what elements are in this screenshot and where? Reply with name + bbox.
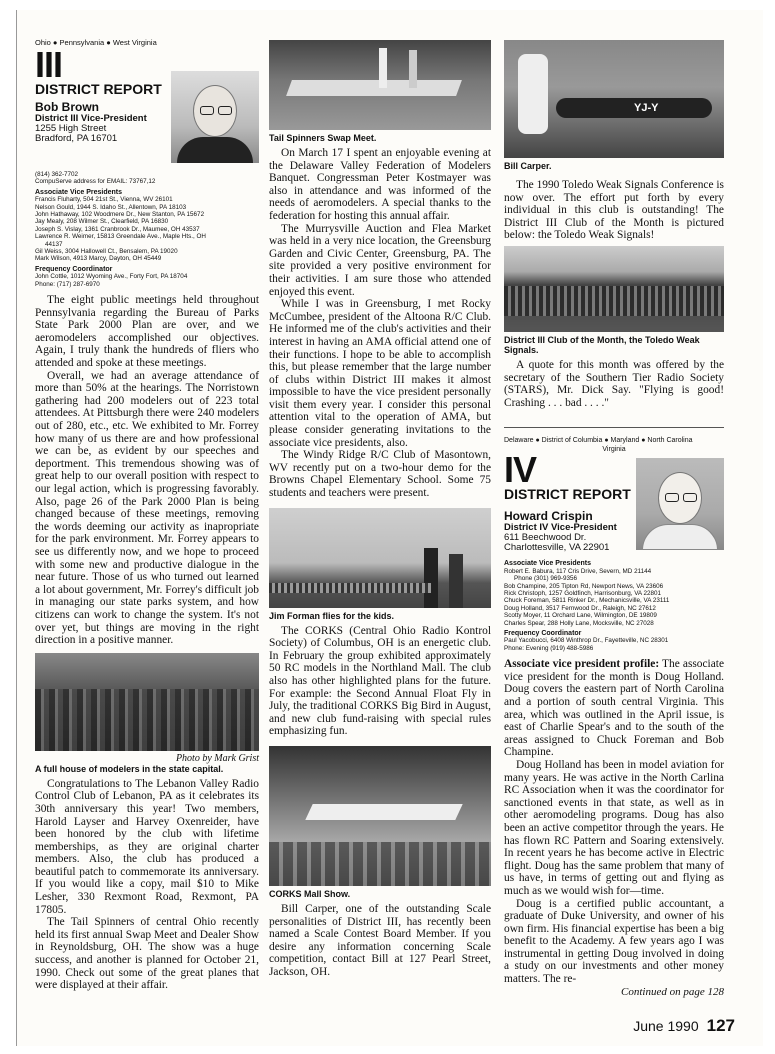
article-paragraph: The CORKS (Central Ohio Radio Kontrol Society) of Columbus, OH is an energetic club. In February the group exhibited approximately 50 RC models in the Northland Mall. The club also has other highlighted plans for the future. For example: the Second Annual Float Fly in July, the traditional CORKS Big Bird in August, and new club fund-raising with special rules emphasizing fun. [269,624,491,738]
avp-line: Doug Holland, 3517 Fernwood Dr., Raleigh, NC 27612 [504,604,656,612]
avp-line: Jay Mealy, 208 Wilmer St., Clearfield, PA 16830 [35,218,169,226]
avp-line: Lawrence R. Weimer, 15813 Greendale Ave., Maple Hts., OH [35,233,206,241]
avp-heading: Associate Vice Presidents [35,188,123,196]
article-paragraph: The Tail Spinners of central Ohio recently held its first annual Swap Meet and Dealer Show in Reynoldsburg, OH. The show was a huge success, and another is planned for October 21, 1990. Check out some of the great planes that were displayed at their affair. [35,916,259,992]
district-iv-states-line2: Virginia [602,446,626,454]
column-1 [35,38,259,992]
vp-address-line2: Bradford, PA 16701 [35,133,118,144]
article-paragraph: The 1990 Toledo Weak Signals Conference is now over. The effort put forth by every individual in this club is outstanding! The District III Club of the Month is pictured below: the Toledo Weak Signals! [504,179,724,242]
avp-line: Charles Spear, 288 Holly Lane, Mocksville, NC 27028 [504,619,654,627]
issue-date: June 1990 [633,1018,699,1034]
swap-meet-photo [269,40,491,130]
article-paragraph [504,658,724,759]
avp-line: Phone (301) 969-9356 [514,575,578,583]
avp-line: Mark Wilson, 4913 Marcy, Dayton, OH 45449 [35,255,162,263]
article-paragraph: Congratulations to The Lebanon Valley Radio Control Club of Lebanon, PA as it celebrates its 30th anniversary this year! Two members, Harold Layser and Harvey Oxenreider, have been honored by the club with lifetime memberships, as they are original charter members. Also, the club has produced a beautiful patch to commemorate its anniversary. If you would like a copy, mail $10 to Mike Lesher, 330 Rexmont Road, Rexmont, PA 17805. [35,777,259,916]
photo-caption: A full house of modelers in the state capital. [35,763,224,774]
profile-text: The associate vice president for the month is Doug Holland. Doug covers the eastern part of North Carolina and a portion of south central Virginia. This area, which was outlined in the April issue, is east of Charlie Spear's and to the south of the areas assigned to Chuck Foreman and Bob Champine. [504,658,724,759]
avp-line: Nelson Gould, 1944 S. Idaho St., Allentown, PA 18103 [35,203,187,211]
vp-role: District III Vice-President [35,113,147,124]
freq-line: Paul Yacobucci, 6408 Winthrop Dr., Fayetteville, NC 28301 [504,637,669,645]
vp-name: Bob Brown [35,100,99,114]
photo-caption: CORKS Mall Show. [269,888,351,899]
bill-carper-photo [504,40,724,158]
vp-address-line1: 1255 High Street [35,123,107,134]
demo-flight-photo [269,508,491,608]
capital-hearing-photo [35,653,259,751]
avp-line: Chuck Foreman, 5811 Rinker Dr., Mechanicsville, VA 23111 [504,597,670,605]
vp-address-line2: Charlottesville, VA 22901 [504,542,610,554]
district-iii-states: Ohio ● Pennsylvania ● West Virginia [35,38,157,47]
weak-signals-photo [504,246,724,332]
article-paragraph: Doug is a certified public accountant, a graduate of Duke University, and owner of his own firm. His financial expertise has been a big benefit to the Academy. A few years ago I was instrumental in getting Doug involved in doing a study on our investments and other money matters. The re- [504,897,724,986]
avp-line: Rick Christoph, 1257 Goldfinch, Harrisonburg, VA 22801 [504,589,662,597]
vp-address-line1: 611 Beechwood Dr. [504,532,587,544]
freq-line: Phone: (717) 287-6970 [35,280,100,288]
mall-show-photo [269,746,491,886]
avp-line: Robert E. Babura, 117 Cris Drive, Severn, MD 21144 [504,567,652,575]
photo-caption: District III Club of the Month, the Toledo Weak Signals. [504,334,700,355]
article-paragraph: Doug Holland has been in model aviation for many years. He was active in the North Carlina RC Association when it was the coordinator for sanctioned events in that state, as well as in other aeromodeling programs. Doug has also been an active competitor through the years. He has flown RC Pattern and Soaring extensively. In recent years he has become active in Electric flight. Doug has the same problem that many of us have, in terms of getting out and flying as much as we would wish for—time. [504,758,724,897]
district-title: DISTRICT REPORT [504,486,631,503]
avp-line: Bob Champine, 205 Tipton Rd, Newport News, VA 23606 [504,582,664,590]
article-paragraph: Overall, we had an average attendance of more than 50% at the hearings. The Norristown gathering had 200 modelers out of 223 total attendees. At Pittsburgh there were 240 modelers out of 280, etc., etc. We exhibited to Mr. Forrey how many of us there are and how professional we can be, as evident by our speeches and deportment. This tremendous showing was of great help to our overall position with respect to our legal action, which is progressing favorably. Also, page 26 of the Park 2000 Plan is being changed because of these meetings, removing the words deeming our activity as inapropriate for the park environment. Mr. Forrey appears to see us differently now, and we hope to proceed with some new and productive dialogue in the near future. Those of us who turned out learned a lot about government, Mr. Forrey's difficult job in managing our state parks system, and how citizens can work to change the system. It's not over yet, but things are moving in the right direction in a positive manner. [35,369,259,647]
photo-caption: Tail Spinners Swap Meet. [269,133,377,143]
district-number: III [35,44,63,85]
bob-brown-portrait [171,71,259,163]
district-iv-states: Delaware ● District of Columbia ● Maryland ● North Carolina [504,437,693,445]
article-paragraph: On March 17 I spent an enjoyable evening at the Delaware Valley Federation of Modelers Banquet. Congressman Peter Kostmayer was also in attendance and was informed of the needs of aeromodelers. A special thanks to the federation for hosting this annual affair. [269,147,491,222]
avp-heading: Associate Vice Presidents [504,560,592,568]
vp-name: Howard Crispin [504,509,593,524]
vp-phone: (814) 362-7702 [35,171,79,178]
howard-crispin-portrait [636,458,724,550]
freq-heading: Frequency Coordinator [35,265,113,273]
vp-role: District IV Vice-President [504,522,617,534]
photo-caption: Jim Forman flies for the kids. [269,610,395,621]
avp-line: Scotty Moyer, 11 Orchard Lane, Wilmington, DE 19809 [504,612,657,620]
article-paragraph: The Murrysville Auction and Flea Market was held in a very nice location, the Greensburg Garden and Civic Center, Greensburg, PA. The site provided a very positive environment for their activities. I am sure those who attended enjoyed this event. [269,222,491,298]
district-iv-contacts [504,560,724,652]
freq-line: Phone: Evening (919) 488-5986 [504,644,594,652]
page-number: 127 [706,1016,735,1035]
continued-note: Continued on page 128 [621,985,724,998]
plane-marking: YJ-Y [634,102,659,114]
article-paragraph: A quote for this month was offered by the secretary of the Southern Tier Radio Society (STARS), Mr. Dick Say. "Flying is good! Crashing . . . bad . . . ." [504,358,724,409]
magazine-page [16,10,763,1046]
photo-credit: Photo by Mark Grist [175,752,259,764]
article-paragraph: The eight public meetings held throughout Pennsylvania regarding the Bureau of Parks State Park 2000 Plan are over, and we aeromodelers accomplished our objectives. Again, I truly thank the hundreds of fliers who attended and spoke at these meetings. [35,294,259,370]
page-footer [633,1016,735,1036]
vp-email: CompuServe address for EMAIL: 73767,12 [35,178,156,186]
avp-line: Gil Weiss, 3004 Hallowell Ct., Bensalem, PA 19020 [35,248,178,256]
freq-heading: Frequency Coordinator [504,630,582,637]
avp-line: 44137 [45,240,63,248]
column-2 [269,40,491,979]
district-number: IV [504,449,537,491]
freq-line: John Cottle, 1012 Wyoming Ave., Forty Fort, PA 18704 [35,273,188,281]
article-paragraph: Bill Carper, one of the outstanding Scale personalities of District III, has recently been named a Scale Contest Board Member. If you desire any information concerning Scale competition, contact Bill at 127 Pearl Street, Jackson, OH. [269,902,491,978]
column-3 [504,40,724,998]
district-iii-header [35,44,259,169]
vp-contact [35,171,259,288]
article-paragraph: The Windy Ridge R/C Club of Masontown, WV recently put on a two-hour demo for the Browns Chapel Elementary School. Some 75 students and teachers were present. [269,449,491,500]
avp-line: Joseph S. Vislay, 1361 Cranbrook Dr., Maumee, OH 43537 [35,225,200,233]
photo-caption: Bill Carper. [504,161,552,171]
district-title: DISTRICT REPORT [35,81,162,97]
avp-line: Francis Fluharty, 504 21st St., Vienna, WV 26101 [35,196,173,204]
article-paragraph: While I was in Greensburg, I met Rocky McCumbee, president of the Altoona R/C Club. He informed me of the club's activities and their interest in having an AMA official attend one of their functions. I hope to be able to accomplish this, but please remember that the large number of clubs within District III makes it almost impossible to have the vice president personally visit them every year. I consider this personal attention vital to the operation of AMA, but please consider generating invitations to the associate vice presidents, also. [269,298,491,449]
avp-line: John Hathaway, 102 Woodmere Dr., New Stanton, PA 15672 [35,211,205,219]
profile-lead: Associate vice president profile: [504,658,660,671]
